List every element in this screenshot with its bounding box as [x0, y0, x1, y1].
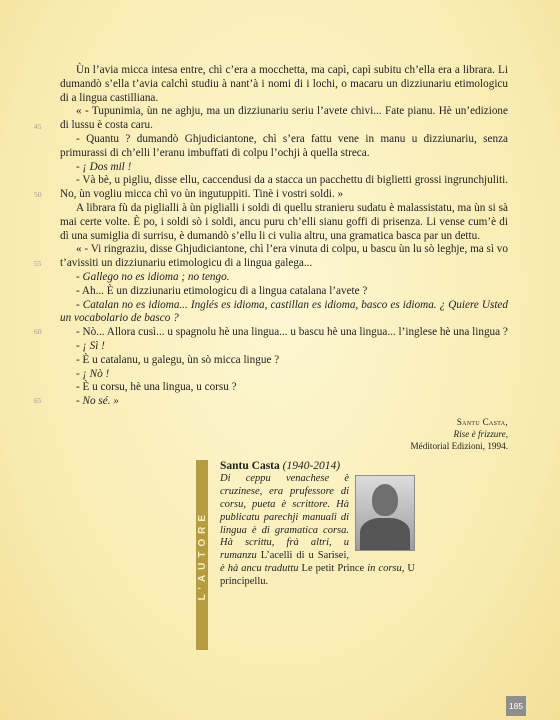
paragraph: - Gallego no es idioma ; no tengo.: [76, 270, 230, 283]
paragraph: Ùn l’avia micca intesa entre, chì c’era a mocchetta, ma capì, capì subitu ch’ella era a librara. Li dumandò s’ella t’avia calchì studiu à nant’à i nomi di i lochi, o macaru un dizziunariu etimologicu di a lingua castilliana.: [60, 64, 508, 104]
source-work: Rise è frizzure,: [453, 429, 508, 439]
bio-title: Le petit Prince: [301, 563, 365, 575]
paragraph: - Catalan no es idioma... Inglés es idioma, castillan es idioma, basco es idioma. ¿ Quiere Usted un vocabolario de basco ?: [60, 298, 508, 325]
author-name: Santu Casta: [220, 460, 280, 472]
author-dates: (1940-2014): [282, 460, 341, 472]
bio-part: , è hà ancu traduttu: [220, 550, 349, 575]
paragraph: - ¡ Sì !: [76, 339, 105, 352]
author-heading: [220, 460, 415, 473]
source-author: Santu Casta,: [456, 417, 508, 427]
bio-part: Di ceppu venachese è cruzinese, era prufessore di corsu, pueta è scrittore. Hà publicatu parechji manuali di lingua è di gramatica corsa. Hà scrittu, frà altri, u rumanzu: [220, 472, 349, 562]
paragraph: - ¡ Dos mil !: [76, 160, 132, 173]
source-citation: [411, 416, 508, 452]
paragraph: A librara fù da piglialli à ùn piglialli i soldi di quellu stranieru sudatu è malassistatu, ma ùn si sà mai certe volte. È po, i soldi sò i soldi, ancu puru ch’elli sianu goffi di prisenza. Li vense cum’è di dì una sumiglia di surrisu, è dumandò s’ellu li ci vulia altru, una gramatica basca par un dettu.: [60, 201, 508, 242]
line-number: 60: [34, 327, 42, 336]
paragraph: « - Tupunimia, ùn ne aghju, ma un dizziunariu seriu l’avete chivi... Fate pianu. Hè un’edizione di lussu è costa caru.: [60, 105, 508, 132]
bio-part: in corsu,: [364, 563, 408, 575]
paragraph: - Ah... È un dizziunariu etimologicu di a lingua catalana l’avete ?: [76, 284, 368, 297]
story-text: [60, 64, 508, 409]
author-side-label: [196, 460, 208, 650]
source-publisher: Méditorial Edizioni, 1994.: [410, 441, 508, 451]
line-number: 55: [34, 259, 42, 268]
paragraph: - No sé. »: [76, 395, 119, 408]
bio-title: U principellu.: [220, 563, 416, 588]
author-side-label-text: L’AUTORE: [196, 509, 208, 601]
paragraph: - ¡ Nò !: [76, 367, 110, 380]
paragraph: - Và bè, u pigliu, disse ellu, caccendusi da a stacca un pacchettu di biglietti grossi ingrunchjuliti. No, ùn vogliu micca chì vo ùn ingutuppiti. Tinè i vostri soldi. »: [60, 174, 508, 201]
paragraph: - Nò... Allora cusì... u spagnolu hè una lingua... u bascu hè una lingua... l’inglese hè una lingua ?: [76, 326, 508, 339]
paragraph: - È u catalanu, u galegu, ùn sò micca lingue ?: [76, 353, 280, 366]
paragraph: - Quantu ? dumandò Ghjudiciantone, chì s’era fattu vene in manu u dizziunariu, senza primurassi di ch’elli l’eranu imbuffati di colpu l’ochji à quella streca.: [60, 132, 508, 159]
line-number: 65: [34, 396, 42, 405]
line-number: 50: [34, 190, 42, 199]
author-photo: [355, 475, 415, 551]
paragraph: - È u corsu, hè una lingua, u corsu ?: [76, 381, 237, 394]
photo-body: [360, 518, 410, 551]
bio-title: L’acelli di u Sarisei: [260, 550, 347, 562]
page-number: 185: [506, 696, 526, 716]
line-number: 45: [34, 122, 42, 131]
photo-head: [372, 484, 398, 516]
author-box: [196, 460, 416, 652]
paragraph: « - Vi ringraziu, disse Ghjudiciantone, chì l’era vinuta di colpu, u bascu ùn lu sò leghje, ma sì vo t’avissiti un dizziunariu etimologicu di a lingua galega...: [60, 243, 508, 270]
author-bio: [220, 460, 415, 589]
